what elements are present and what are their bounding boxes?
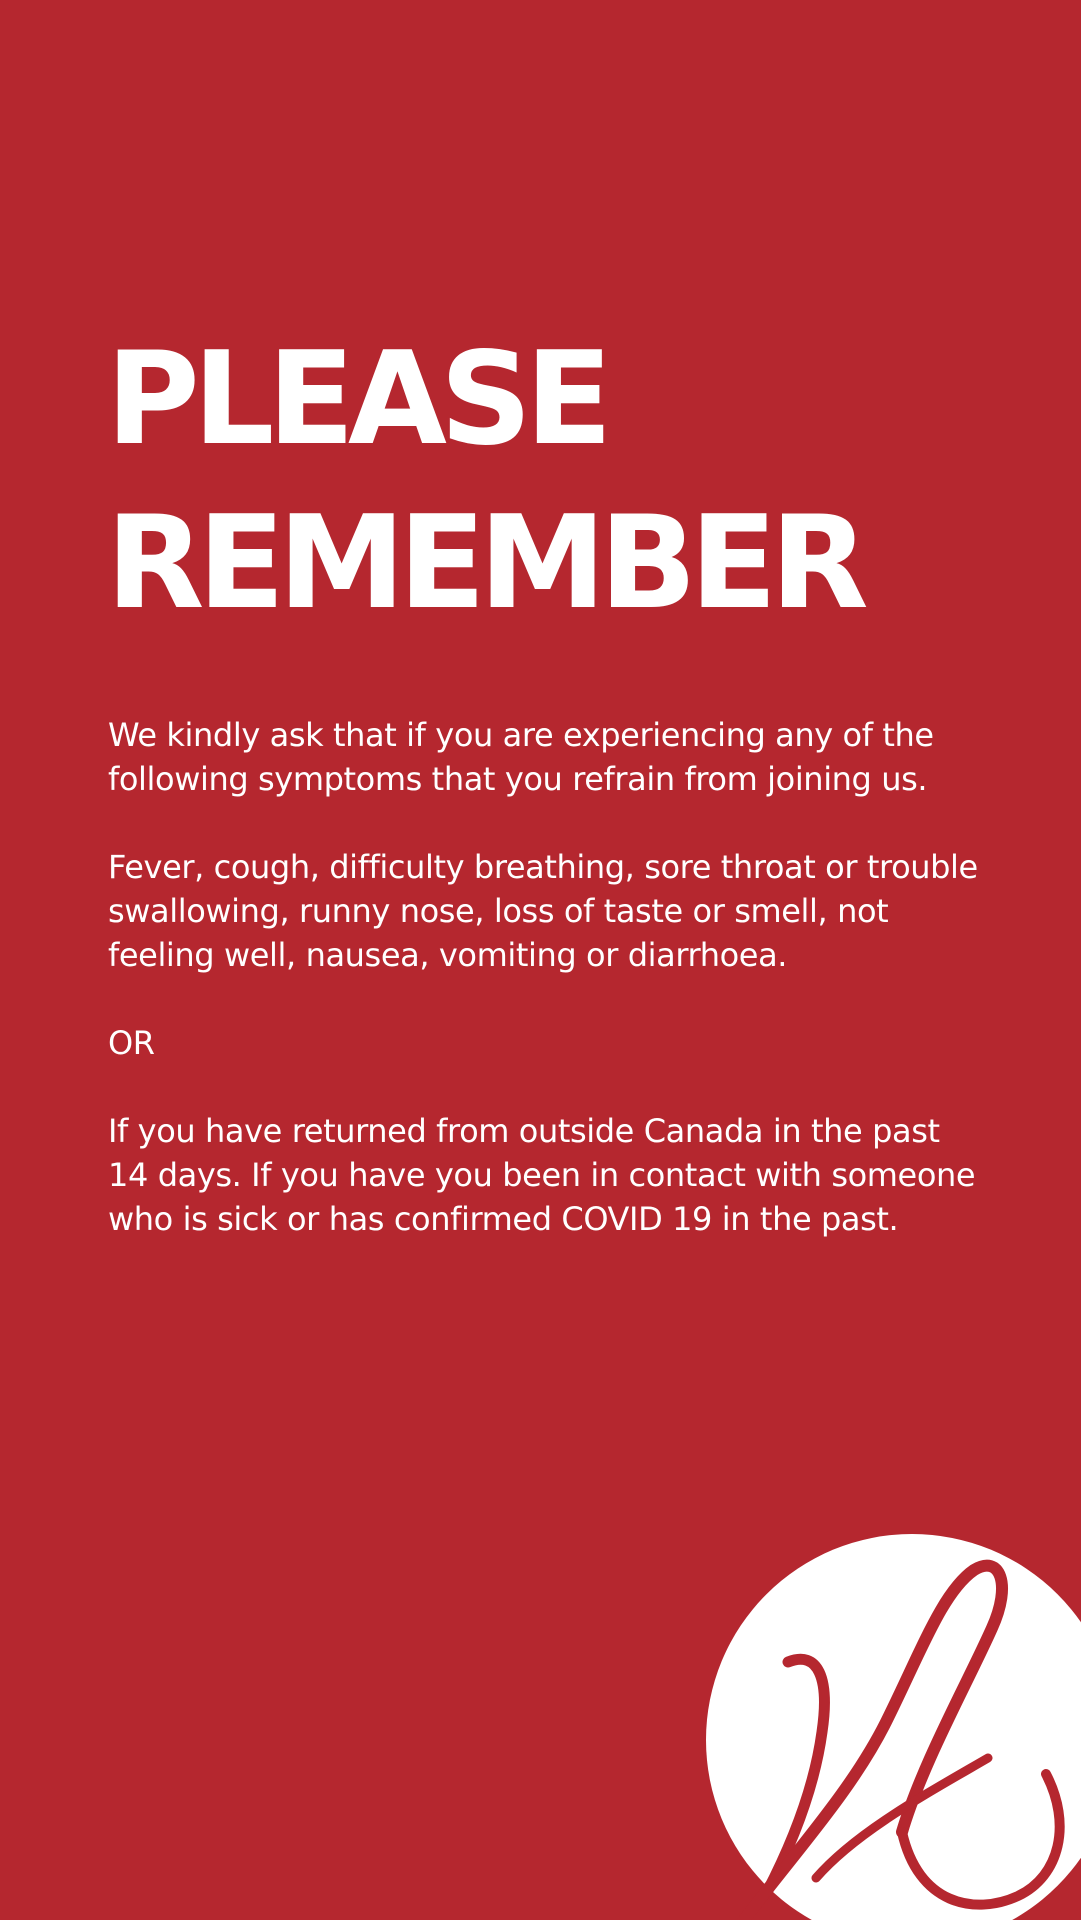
or-separator: OR xyxy=(108,1024,155,1062)
monogram-logo xyxy=(706,1532,1081,1920)
travel-contact-paragraph: If you have returned from outside Canada in the past 14 days. If you have you been in contact with someone who is sick or has confirmed COVID 19 in the past. xyxy=(108,1112,976,1238)
script-h-monogram-icon xyxy=(706,1532,1081,1920)
symptoms-paragraph: Fever, cough, difficulty breathing, sore throat or trouble swallowing, runny nose, loss of taste or smell, not feeling well, nausea, vomiting or diarrhoea. xyxy=(108,848,978,974)
headline-line-2: REMEMBER xyxy=(106,489,862,638)
headline-line-1: PLEASE xyxy=(106,325,606,474)
headline xyxy=(106,318,862,646)
notice-text xyxy=(108,713,988,1285)
intro-paragraph: We kindly ask that if you are experiencing any of the following symptoms that you refrain from joining us. xyxy=(108,716,934,798)
